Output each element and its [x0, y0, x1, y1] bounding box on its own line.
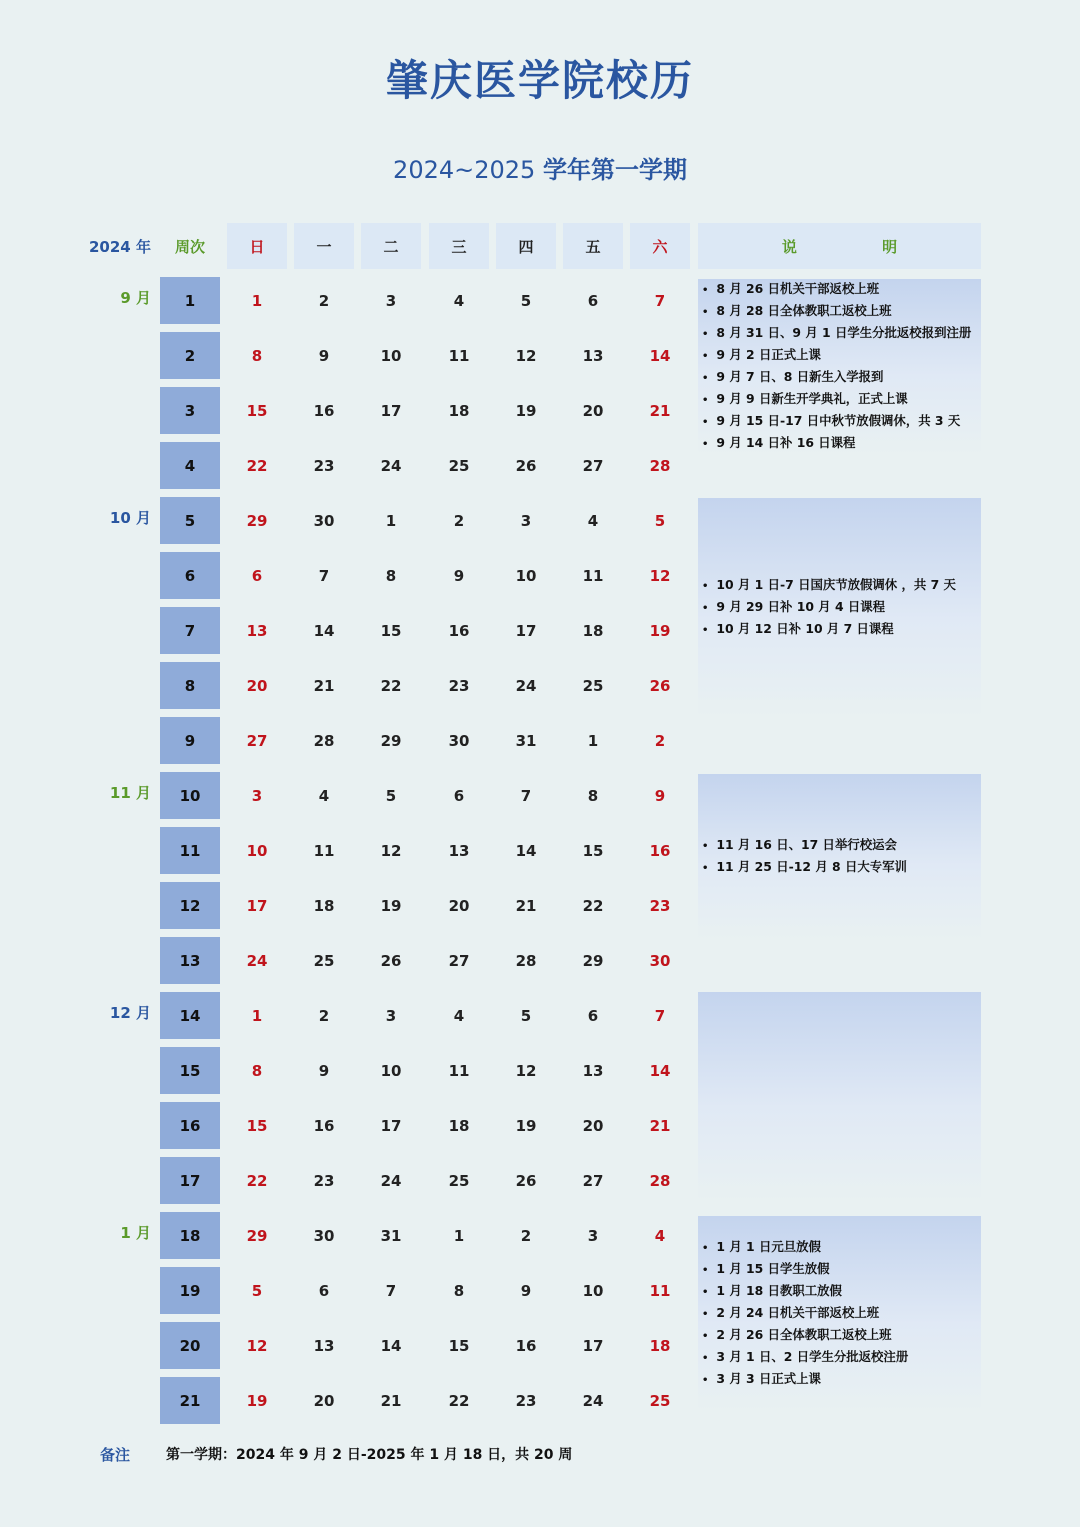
day-cell: 19: [246, 1391, 268, 1410]
day-cell: 8: [251, 1061, 263, 1080]
day-cell: 24: [515, 676, 537, 695]
note-item: • 10 月 1 日-7 日国庆节放假调休 ，共 7 天: [702, 575, 981, 597]
day-cell: 18: [313, 896, 335, 915]
header-week: 周次: [174, 237, 205, 256]
note-item: • 9 月 15 日-17 日中秋节放假调休，共 3 天: [702, 411, 981, 433]
note-item: • 11 月 25 日-12 月 8 日大专军训: [702, 857, 981, 879]
note-item: • 9 月 2 日正式上课: [702, 345, 981, 367]
day-cell: 2: [318, 291, 330, 310]
day-cell: 13: [313, 1336, 335, 1355]
day-cell: 12: [515, 1061, 537, 1080]
day-cell: 2: [520, 1226, 532, 1245]
day-cell: 26: [515, 456, 537, 475]
note-item: • 1 月 18 日教职工放假: [702, 1281, 981, 1303]
note-item: • 10 月 12 日补 10 月 7 日课程: [702, 619, 981, 641]
week-number: 7: [160, 607, 220, 654]
day-cell: 1: [385, 511, 397, 530]
day-cell: 6: [453, 786, 465, 805]
day-cell: 8: [385, 566, 397, 585]
day-cell: 22: [448, 1391, 470, 1410]
day-cell: 12: [515, 346, 537, 365]
day-cell: 3: [587, 1226, 599, 1245]
day-cell: 27: [582, 1171, 604, 1190]
day-cell: 20: [582, 401, 604, 420]
day-cell: 15: [448, 1336, 470, 1355]
day-cell: 13: [582, 1061, 604, 1080]
week-number: 5: [160, 497, 220, 544]
day-cell: 18: [582, 621, 604, 640]
day-cell: 10: [380, 1061, 402, 1080]
day-cell: 10: [582, 1281, 604, 1300]
day-cell: 19: [649, 621, 671, 640]
day-cell: 7: [654, 291, 666, 310]
day-cell: 22: [582, 896, 604, 915]
note-item: • 8 月 31 日、9 月 1 日学生分批返校报到注册: [702, 323, 981, 345]
day-cell: 20: [582, 1116, 604, 1135]
day-cell: 27: [582, 456, 604, 475]
week-number: 1: [160, 277, 220, 324]
day-cell: 17: [515, 621, 537, 640]
note-item: • 3 月 1 日、2 日学生分批返校注册: [702, 1347, 981, 1369]
note-list: [698, 1237, 981, 1391]
week-number: 11: [160, 827, 220, 874]
day-cell: 3: [251, 786, 263, 805]
month-label: 1 月: [120, 1224, 151, 1242]
subtitle-years: 2024~2025: [393, 156, 536, 184]
week-number: 19: [160, 1267, 220, 1314]
day-cell: 5: [251, 1281, 263, 1300]
day-cell: 17: [380, 401, 402, 420]
day-cell: 23: [448, 676, 470, 695]
day-cell: 1: [251, 1006, 263, 1025]
note-item: • 9 月 9 日新生开学典礼，正式上课: [702, 389, 981, 411]
note-item: • 8 月 26 日机关干部返校上班: [702, 279, 981, 301]
day-cell: 3: [385, 1006, 397, 1025]
note-panel-dec: [698, 992, 981, 1202]
day-cell: 22: [380, 676, 402, 695]
day-cell: 4: [453, 1006, 465, 1025]
header-year: 2024 年: [89, 237, 151, 256]
day-cell: 4: [453, 291, 465, 310]
day-cell: 10: [515, 566, 537, 585]
day-cell: 11: [448, 346, 470, 365]
week-number: 14: [160, 992, 220, 1039]
header-day-sun: 日: [227, 223, 287, 269]
day-cell: 5: [385, 786, 397, 805]
week-number: 3: [160, 387, 220, 434]
day-cell: 24: [380, 1171, 402, 1190]
day-cell: 24: [246, 951, 268, 970]
day-cell: 5: [520, 1006, 532, 1025]
day-cell: 25: [649, 1391, 671, 1410]
day-cell: 3: [520, 511, 532, 530]
day-cell: 24: [380, 456, 402, 475]
day-cell: 14: [313, 621, 335, 640]
note-panel-jan: [698, 1216, 981, 1412]
day-cell: 7: [318, 566, 330, 585]
header-day-sat: 六: [630, 223, 690, 269]
note-panel-nov: [698, 774, 981, 940]
week-number: 6: [160, 552, 220, 599]
day-cell: 30: [313, 1226, 335, 1245]
day-cell: 25: [582, 676, 604, 695]
day-cell: 14: [515, 841, 537, 860]
day-cell: 26: [649, 676, 671, 695]
day-cell: 12: [380, 841, 402, 860]
day-cell: 16: [313, 1116, 335, 1135]
day-cell: 18: [448, 1116, 470, 1135]
day-cell: 22: [246, 456, 268, 475]
day-cell: 16: [448, 621, 470, 640]
day-cell: 23: [515, 1391, 537, 1410]
page-title: 肇庆医学院校历: [385, 56, 694, 105]
day-cell: 19: [515, 401, 537, 420]
day-cell: 15: [380, 621, 402, 640]
day-cell: 7: [654, 1006, 666, 1025]
week-number: 16: [160, 1102, 220, 1149]
day-cell: 6: [251, 566, 263, 585]
day-cell: 17: [582, 1336, 604, 1355]
day-cell: 5: [520, 291, 532, 310]
day-cell: 16: [313, 401, 335, 420]
day-cell: 14: [649, 346, 671, 365]
day-cell: 6: [318, 1281, 330, 1300]
note-item: • 11 月 16 日、17 日举行校运会: [702, 835, 981, 857]
day-cell: 29: [246, 1226, 268, 1245]
note-item: • 8 月 28 日全体教职工返校上班: [702, 301, 981, 323]
day-cell: 15: [246, 401, 268, 420]
header-day-fri: 五: [563, 223, 623, 269]
day-cell: 10: [246, 841, 268, 860]
day-cell: 31: [380, 1226, 402, 1245]
day-cell: 1: [587, 731, 599, 750]
note-panel-sep: [698, 279, 981, 455]
day-cell: 22: [246, 1171, 268, 1190]
subtitle-term: 学年第一学期: [542, 156, 687, 184]
month-label: 10 月: [109, 509, 151, 527]
day-cell: 21: [649, 1116, 671, 1135]
day-cell: 2: [654, 731, 666, 750]
day-cell: 16: [515, 1336, 537, 1355]
day-cell: 4: [587, 511, 599, 530]
day-cell: 6: [587, 1006, 599, 1025]
day-cell: 17: [246, 896, 268, 915]
header-day-wed: 三: [429, 223, 489, 269]
day-cell: 20: [246, 676, 268, 695]
note-item: • 1 月 1 日元旦放假: [702, 1237, 981, 1259]
day-cell: 9: [453, 566, 465, 585]
day-cell: 14: [649, 1061, 671, 1080]
day-cell: 23: [313, 456, 335, 475]
day-cell: 4: [318, 786, 330, 805]
day-cell: 11: [448, 1061, 470, 1080]
day-cell: 27: [448, 951, 470, 970]
note-panel-oct: [698, 498, 981, 718]
day-cell: 26: [380, 951, 402, 970]
day-cell: 28: [649, 1171, 671, 1190]
day-cell: 1: [453, 1226, 465, 1245]
week-number: 13: [160, 937, 220, 984]
day-cell: 18: [649, 1336, 671, 1355]
day-cell: 31: [515, 731, 537, 750]
day-cell: 2: [318, 1006, 330, 1025]
day-cell: 6: [587, 291, 599, 310]
day-cell: 9: [654, 786, 666, 805]
header-day-tue: 二: [361, 223, 421, 269]
week-number: 8: [160, 662, 220, 709]
header-day-mon: 一: [294, 223, 354, 269]
day-cell: 21: [313, 676, 335, 695]
day-cell: 28: [313, 731, 335, 750]
day-cell: 9: [520, 1281, 532, 1300]
note-item: • 1 月 15 日学生放假: [702, 1259, 981, 1281]
month-label: 11 月: [109, 784, 151, 802]
day-cell: 5: [654, 511, 666, 530]
month-label: 12 月: [109, 1004, 151, 1022]
day-cell: 8: [587, 786, 599, 805]
week-number: 2: [160, 332, 220, 379]
day-cell: 8: [453, 1281, 465, 1300]
week-number: 4: [160, 442, 220, 489]
note-list: [698, 575, 981, 641]
day-cell: 20: [313, 1391, 335, 1410]
week-number: 20: [160, 1322, 220, 1369]
day-cell: 8: [251, 346, 263, 365]
day-cell: 19: [515, 1116, 537, 1135]
day-cell: 29: [582, 951, 604, 970]
day-cell: 24: [582, 1391, 604, 1410]
remark-label: 备注: [100, 1446, 131, 1464]
day-cell: 23: [313, 1171, 335, 1190]
remark-text: 第一学期：2024 年 9 月 2 日-2025 年 1 月 18 日，共 20 周: [166, 1447, 573, 1463]
note-item: • 9 月 7 日、8 日新生入学报到: [702, 367, 981, 389]
day-cell: 13: [246, 621, 268, 640]
day-cell: 25: [448, 1171, 470, 1190]
day-cell: 11: [582, 566, 604, 585]
day-cell: 14: [380, 1336, 402, 1355]
week-number: 21: [160, 1377, 220, 1424]
month-label: 9 月: [120, 289, 151, 307]
note-item: • 9 月 14 日补 16 日课程: [702, 433, 981, 455]
day-cell: 25: [313, 951, 335, 970]
note-list: [698, 279, 981, 455]
day-cell: 21: [515, 896, 537, 915]
day-cell: 25: [448, 456, 470, 475]
day-cell: 29: [246, 511, 268, 530]
day-cell: 4: [654, 1226, 666, 1245]
header-explain: 说 明: [698, 223, 981, 269]
day-cell: 7: [385, 1281, 397, 1300]
day-cell: 21: [380, 1391, 402, 1410]
day-cell: 2: [453, 511, 465, 530]
day-cell: 18: [448, 401, 470, 420]
week-number: 10: [160, 772, 220, 819]
day-cell: 1: [251, 291, 263, 310]
week-number: 17: [160, 1157, 220, 1204]
day-cell: 12: [649, 566, 671, 585]
day-cell: 30: [313, 511, 335, 530]
week-number: 12: [160, 882, 220, 929]
day-cell: 27: [246, 731, 268, 750]
header-day-thu: 四: [496, 223, 556, 269]
day-cell: 9: [318, 1061, 330, 1080]
day-cell: 11: [313, 841, 335, 860]
day-cell: 26: [515, 1171, 537, 1190]
day-cell: 13: [448, 841, 470, 860]
day-cell: 15: [246, 1116, 268, 1135]
day-cell: 13: [582, 346, 604, 365]
note-item: • 2 月 26 日全体教职工返校上班: [702, 1325, 981, 1347]
note-item: • 2 月 24 日机关干部返校上班: [702, 1303, 981, 1325]
day-cell: 28: [515, 951, 537, 970]
note-item: • 9 月 29 日补 10 月 4 日课程: [702, 597, 981, 619]
day-cell: 23: [649, 896, 671, 915]
week-number: 18: [160, 1212, 220, 1259]
day-cell: 30: [448, 731, 470, 750]
day-cell: 17: [380, 1116, 402, 1135]
day-cell: 28: [649, 456, 671, 475]
day-cell: 15: [582, 841, 604, 860]
day-cell: 20: [448, 896, 470, 915]
day-cell: 10: [380, 346, 402, 365]
day-cell: 21: [649, 401, 671, 420]
day-cell: 16: [649, 841, 671, 860]
day-cell: 30: [649, 951, 671, 970]
day-cell: 12: [246, 1336, 268, 1355]
day-cell: 7: [520, 786, 532, 805]
day-cell: 3: [385, 291, 397, 310]
day-cell: 19: [380, 896, 402, 915]
day-cell: 11: [649, 1281, 671, 1300]
note-list: [698, 835, 981, 879]
page-subtitle: [0, 150, 1080, 185]
week-number: 15: [160, 1047, 220, 1094]
note-item: • 3 月 3 日正式上课: [702, 1369, 981, 1391]
day-cell: 9: [318, 346, 330, 365]
day-cell: 29: [380, 731, 402, 750]
week-number: 9: [160, 717, 220, 764]
